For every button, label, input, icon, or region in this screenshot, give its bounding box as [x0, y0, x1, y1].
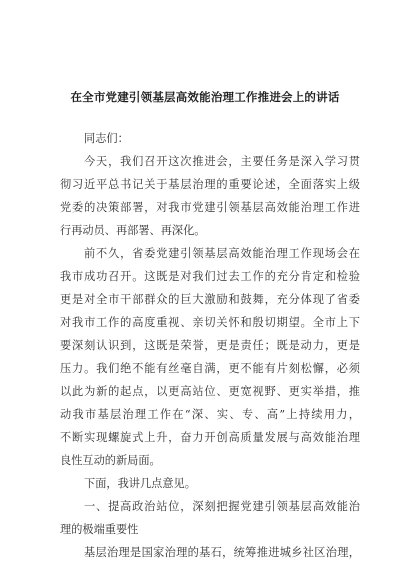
paragraph-grassroots-foundation: [60, 541, 360, 564]
paragraph-line: 以此为新的起点，以更高站位、更宽视野、更实举措，推: [60, 385, 360, 398]
paragraph-transition: [60, 472, 360, 495]
section-heading-one: [60, 495, 360, 541]
salutation: 同志们：: [84, 132, 129, 145]
document-title: 在全市党建引领基层高效能治理工作推进会上的讲话: [70, 90, 340, 104]
document-body: [60, 127, 360, 564]
paragraph-line: 对我市工作的高度重视、亲切关怀和殷切期望。全市上下: [60, 316, 360, 329]
paragraph-line: 动我市基层治理工作在“深、实、专、高”上持续用力，: [60, 408, 360, 421]
paragraph-line: 彻习近平总书记关于基层治理的重要论述，全面落实上级: [60, 178, 360, 191]
paragraph-line: 今天，我们召开这次推进会，主要任务是深入学习贯: [84, 155, 360, 168]
paragraph-line: 下面，我讲几点意见。: [84, 477, 196, 490]
paragraph-line: 更是对全市干部群众的巨大激励和鼓舞，充分体现了省委: [60, 293, 360, 306]
paragraph-line: 我市成功召开。这既是对我们过去工作的充分肯定和检验: [60, 270, 360, 283]
heading-line: 一、提高政治站位，深刻把握党建引领基层高效能治: [84, 500, 360, 513]
paragraph-provincial-meeting: [60, 242, 360, 472]
paragraph-line: 不断实现螺旋式上升，奋力开创高质量发展与高效能治理: [60, 431, 360, 444]
paragraph-line: 党委的决策部署，对我市党建引领基层高效能治理工作进: [60, 201, 360, 214]
paragraph-meeting-purpose: [60, 150, 360, 242]
paragraph-line: 压力。我们绝不能有丝毫自满，更不能有片刻松懈，必须: [60, 362, 360, 375]
paragraph-line: 良性互动的新局面。: [60, 454, 161, 467]
paragraph-line: 前不久，省委党建引领基层高效能治理工作现场会在: [84, 247, 360, 260]
paragraph-line: 基层治理是国家治理的基石，统筹推进城乡社区治理，: [84, 546, 360, 559]
paragraph-line: 行再动员、再部署、再深化。: [60, 224, 206, 237]
paragraph-line: 要深刻认识到，这既是荣誉，更是责任；既是动力，更是: [60, 339, 360, 352]
heading-line: 理的极端重要性: [60, 523, 139, 536]
